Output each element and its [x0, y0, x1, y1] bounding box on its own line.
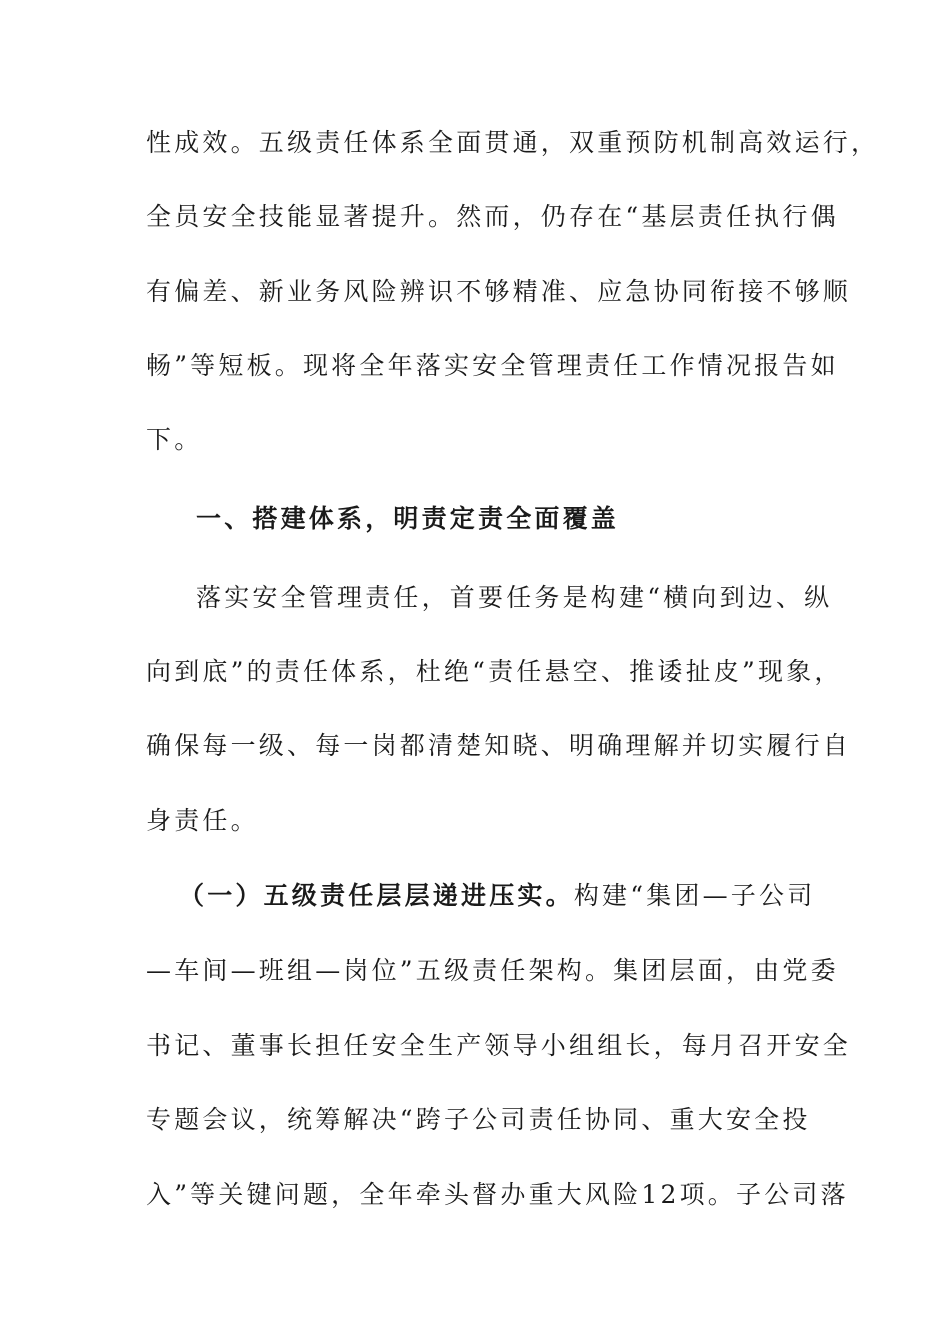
body-text-line: 落实安全管理责任，首要任务是构建“横向到边、纵 — [196, 583, 833, 612]
body-text-line: 确保每一级、每一岗都清楚知晓、明确理解并切实履行自 — [146, 731, 852, 760]
body-text-line: —车间—班组—岗位”五级责任架构。集团层面，由党委 — [146, 956, 839, 985]
subsection-title: （一）五级责任层层递进压实。 — [179, 881, 574, 910]
body-text-line: 畅”等短板。现将全年落实安全管理责任工作情况报告如 — [146, 351, 839, 380]
body-text-line: 书记、董事长担任安全生产领导小组组长，每月召开安全 — [146, 1031, 852, 1060]
body-text-line: 专题会议，统筹解决“跨子公司责任协同、重大安全投 — [146, 1105, 811, 1134]
body-text-line: 下。 — [146, 425, 203, 454]
body-text-line: 入”等关键问题，全年牵头督办重大风险12项。子公司落 — [146, 1180, 849, 1209]
body-text-line: 有偏差、新业务风险辨识不够精准、应急协同衔接不够顺 — [146, 277, 852, 306]
body-text-line: 全员安全技能显著提升。然而，仍存在“基层责任执行偶 — [146, 202, 839, 231]
subsection-first-line-text: 构建“集团—子公司 — [573, 881, 816, 910]
body-text-line: 向到底”的责任体系，杜绝“责任悬空、推诿扯皮”现象， — [146, 657, 843, 686]
section-heading: 一、搭建体系，明责定责全面覆盖 — [196, 504, 620, 533]
body-text-line: 性成效。五级责任体系全面贯通，双重预防机制高效运行， — [146, 128, 880, 157]
subsection-first-line — [179, 881, 839, 911]
body-text-line: 身责任。 — [146, 806, 259, 835]
